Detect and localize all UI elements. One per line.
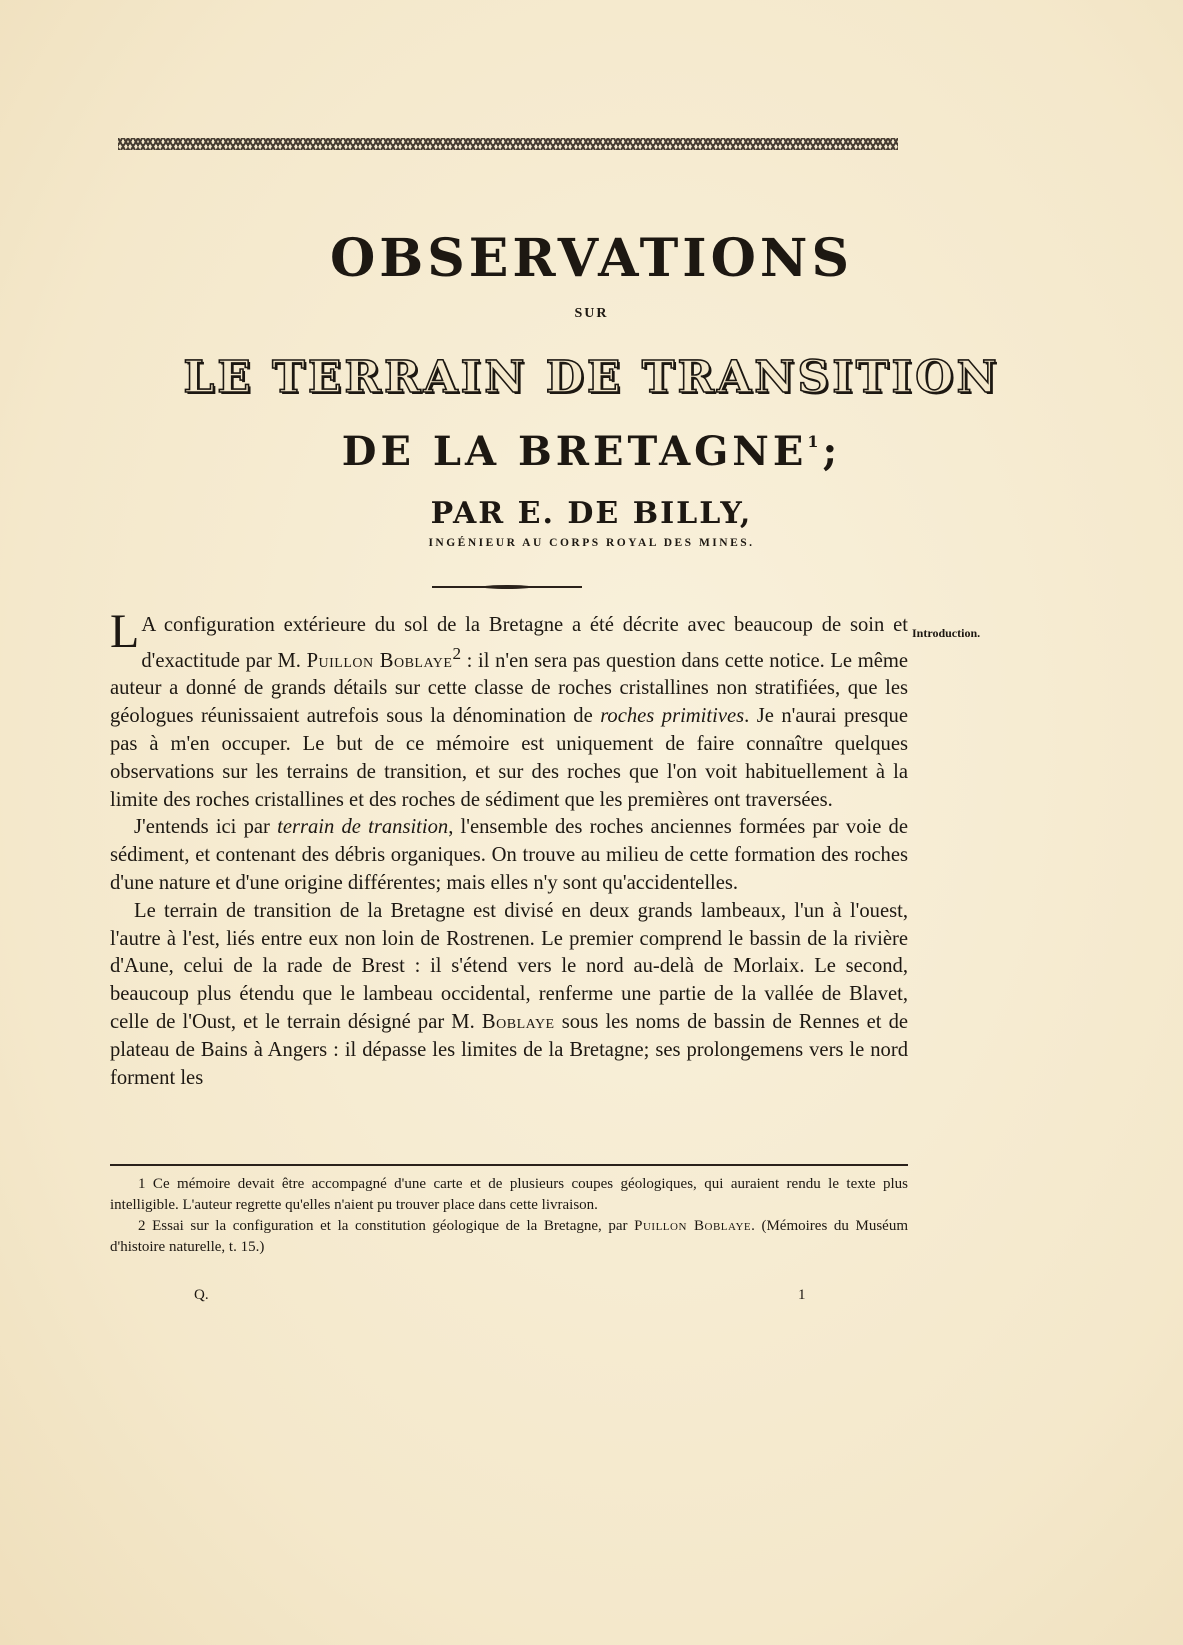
paragraph-1-text-c: . Je n'aurai presque pas à m'en occuper. Le but de ce mémoire est uniquement de faire connaître quelques observations sur les terrains de transition, et sur des roches que l'on voit habituellement à la limite des roches cristallines et des roches de sédiment que les premières ont traversées. [110, 705, 908, 811]
footnote-2-name: Puillon Boblaye [634, 1218, 752, 1234]
footnote-ref-1: 1 [807, 432, 823, 451]
footnote-rule [110, 1164, 908, 1166]
paragraph-1-text-a: A configuration extérieure du sol de la Bretagne a été décrite avec beaucoup de soin et d'exactitude par M. [141, 614, 908, 672]
subtitle-bretagne [0, 428, 1183, 475]
paragraph-3-text-b: sous les noms de bassin de Rennes et de plateau de Bains à Angers : il dépasse les limites de la Bretagne; ses prolongemens vers le nord forment les [110, 1011, 909, 1089]
footnote-ref-2: 2 [452, 643, 462, 663]
footnote-2-text-b: . (Mémoires du Muséum d'histoire naturelle, t. 15.) [110, 1218, 908, 1255]
body-text [110, 605, 909, 1092]
paragraph-3 [110, 898, 908, 1093]
subtitle-bretagne-end: ; [822, 428, 842, 475]
page-number: 1 [798, 1287, 806, 1303]
paragraph-2 [110, 814, 908, 897]
affiliation-line: INGÉNIEUR AU CORPS ROYAL DES MINES. [428, 537, 755, 549]
footnotes [110, 1174, 908, 1258]
author-name-ref: Puillon Boblaye [306, 649, 453, 672]
italic-term-1: roches primitives [600, 705, 745, 728]
paragraph-2-text-a: J'entends ici par [134, 816, 278, 839]
paragraph-2-text-b: , l'ensemble des roches anciennes formées par voie de sédiment, et contenant des débris organiques. On trouve au milieu de cette formation des roches d'une nature et d'une origine différentes; mais elles n'y sont qu'accidentelles. [110, 816, 908, 895]
ornamental-rule [118, 138, 898, 150]
drop-cap: L [110, 605, 140, 658]
paragraph-1-text-b: : il n'en sera pas question dans cette notice. Le même auteur a donné de grands détails sur cette classe de roches cristallines non stratifiées, que les géologues réunissaient autrefois sous la dénomination de [110, 649, 909, 728]
paragraph-3-text-a: Le terrain de transition de la Bretagne est divisé en deux grands lambeaux, l'un à l'ouest, l'autre à l'est, liés entre eux non loin de Rostrenen. Le premier comprend le bassin de la rivière d'Aune, celui de la rade de Brest : il s'étend vers le nord au-delà de Morlaix. Le second, beaucoup plus étendu que le lambeau occidental, renferme une partie de la vallée de Blavet, celle de l'Oust, et le terrain désigné par M. [110, 899, 908, 1034]
main-title: OBSERVATIONS [329, 228, 853, 289]
italic-term-2: terrain de transition [277, 816, 449, 839]
signature-mark: Q. [194, 1287, 209, 1303]
author-line: PAR E. DE BILLY, [430, 496, 753, 531]
subtitle-bretagne-text: DE LA BRETAGNE [341, 428, 808, 475]
title-sur: SUR [574, 306, 609, 321]
section-divider [432, 586, 582, 588]
footnote-2-text-a: 2 Essai sur la configuration et la constitution géologique de la Bretagne, par [138, 1218, 635, 1234]
footnote-2 [110, 1216, 908, 1258]
footnote-1: 1 Ce mémoire devait être accompagné d'une carte et de plusieurs coupes géologiques, qui auraient rendu le texte plus intelligible. L'auteur regrette qu'elles n'aient pu trouver place dans cette livraison. [110, 1176, 908, 1213]
boblaye-name-ref: Boblaye [481, 1011, 555, 1034]
subtitle-terrain: LE TERRAIN DE TRANSITION [183, 352, 1000, 403]
paragraph-1 [110, 605, 909, 814]
margin-note: Introduction. [912, 626, 981, 640]
